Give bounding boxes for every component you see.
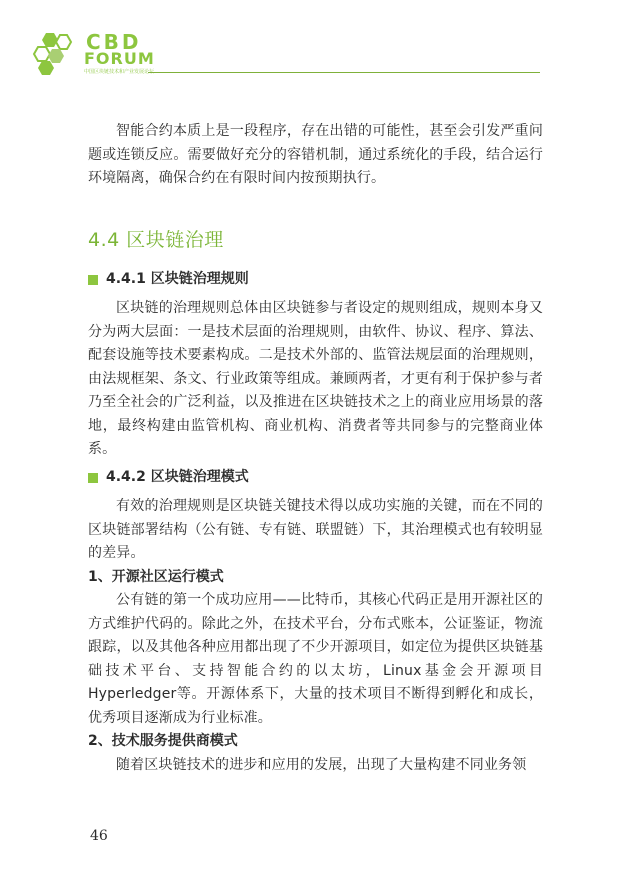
item-2-paragraph: 随着区块链技术的进步和应用的发展，出现了大量构建不同业务领 (116, 756, 527, 773)
intro-paragraph: 智能合约本质上是一段程序，存在出错的可能性，甚至会引发严重问题或连锁反应。需要做好充分的容错机制，通过系统化的手段，结合运行环境隔离，确保合约在有限时间内按预期执行。 (88, 123, 543, 186)
subsection-2-paragraph: 有效的治理规则是区块链关键技术得以成功实施的关键，而在不同的区块链部署结构（公有链、专有链、联盟链）下，其治理模式也有较明显的差异。 (88, 498, 543, 561)
subsection-1-heading (88, 268, 543, 291)
cbd-forum-logo (32, 28, 162, 78)
item-1-paragraph: 公有链的第一个成功应用——比特币，其核心代码正是用开源社区的方式维护代码的。除此之外，在技术平台，分布式账本，公证鉴证，物流跟踪，以及其他各种应用都出现了不少开源项目，如定位为提供区块链基础技术平台、支持智能合约的以太坊，Linux基金会开源项目Hyperledger等。开源体系下，大量的技术项目不断得到孵化和成长，优秀项目逐渐成为行业标准。 (88, 592, 543, 726)
subsection-1-heading-text: 4.4.1 区块链治理规则 (106, 271, 249, 287)
logo-wordmark: CBD (86, 30, 142, 54)
header-rule (148, 72, 540, 73)
green-square-icon (88, 473, 98, 483)
subsection-2 (88, 466, 543, 777)
section-title: 4.4 区块链治理 (88, 229, 224, 251)
item-1-heading: 1、开源社区运行模式 (88, 568, 224, 585)
subsection-2-heading (88, 466, 543, 489)
intro-block (88, 120, 543, 191)
page-number: 46 (90, 828, 108, 844)
subsection-2-heading-text: 4.4.2 区块链治理模式 (106, 469, 249, 485)
hexagon-cluster-icon (32, 30, 82, 76)
green-square-icon (88, 275, 98, 285)
subsection-1-paragraph: 区块链的治理规则总体由区块链参与者设定的规则组成，规则本身又分为两大层面：一是技术层面的治理规则，由软件、协议、程序、算法、配套设施等技术要素构成。二是技术外部的、监管法规层面的治理规则，由法规框架、条文、行业政策等组成。兼顾两者，才更有利于保护参与者乃至全社会的广泛利益，以及推进在区块链技术之上的商业应用场景的落地，最终构建由监管机构、商业机构、消费者等共同参与的完整商业体系。 (88, 300, 543, 457)
logo-forum-wordmark: FORUM (84, 49, 155, 68)
page-header (0, 0, 640, 85)
subsection-1 (88, 268, 543, 462)
item-2-heading: 2、技术服务提供商模式 (88, 733, 238, 749)
logo-tagline: 中国区块链技术和产业发展论坛 (84, 69, 155, 75)
